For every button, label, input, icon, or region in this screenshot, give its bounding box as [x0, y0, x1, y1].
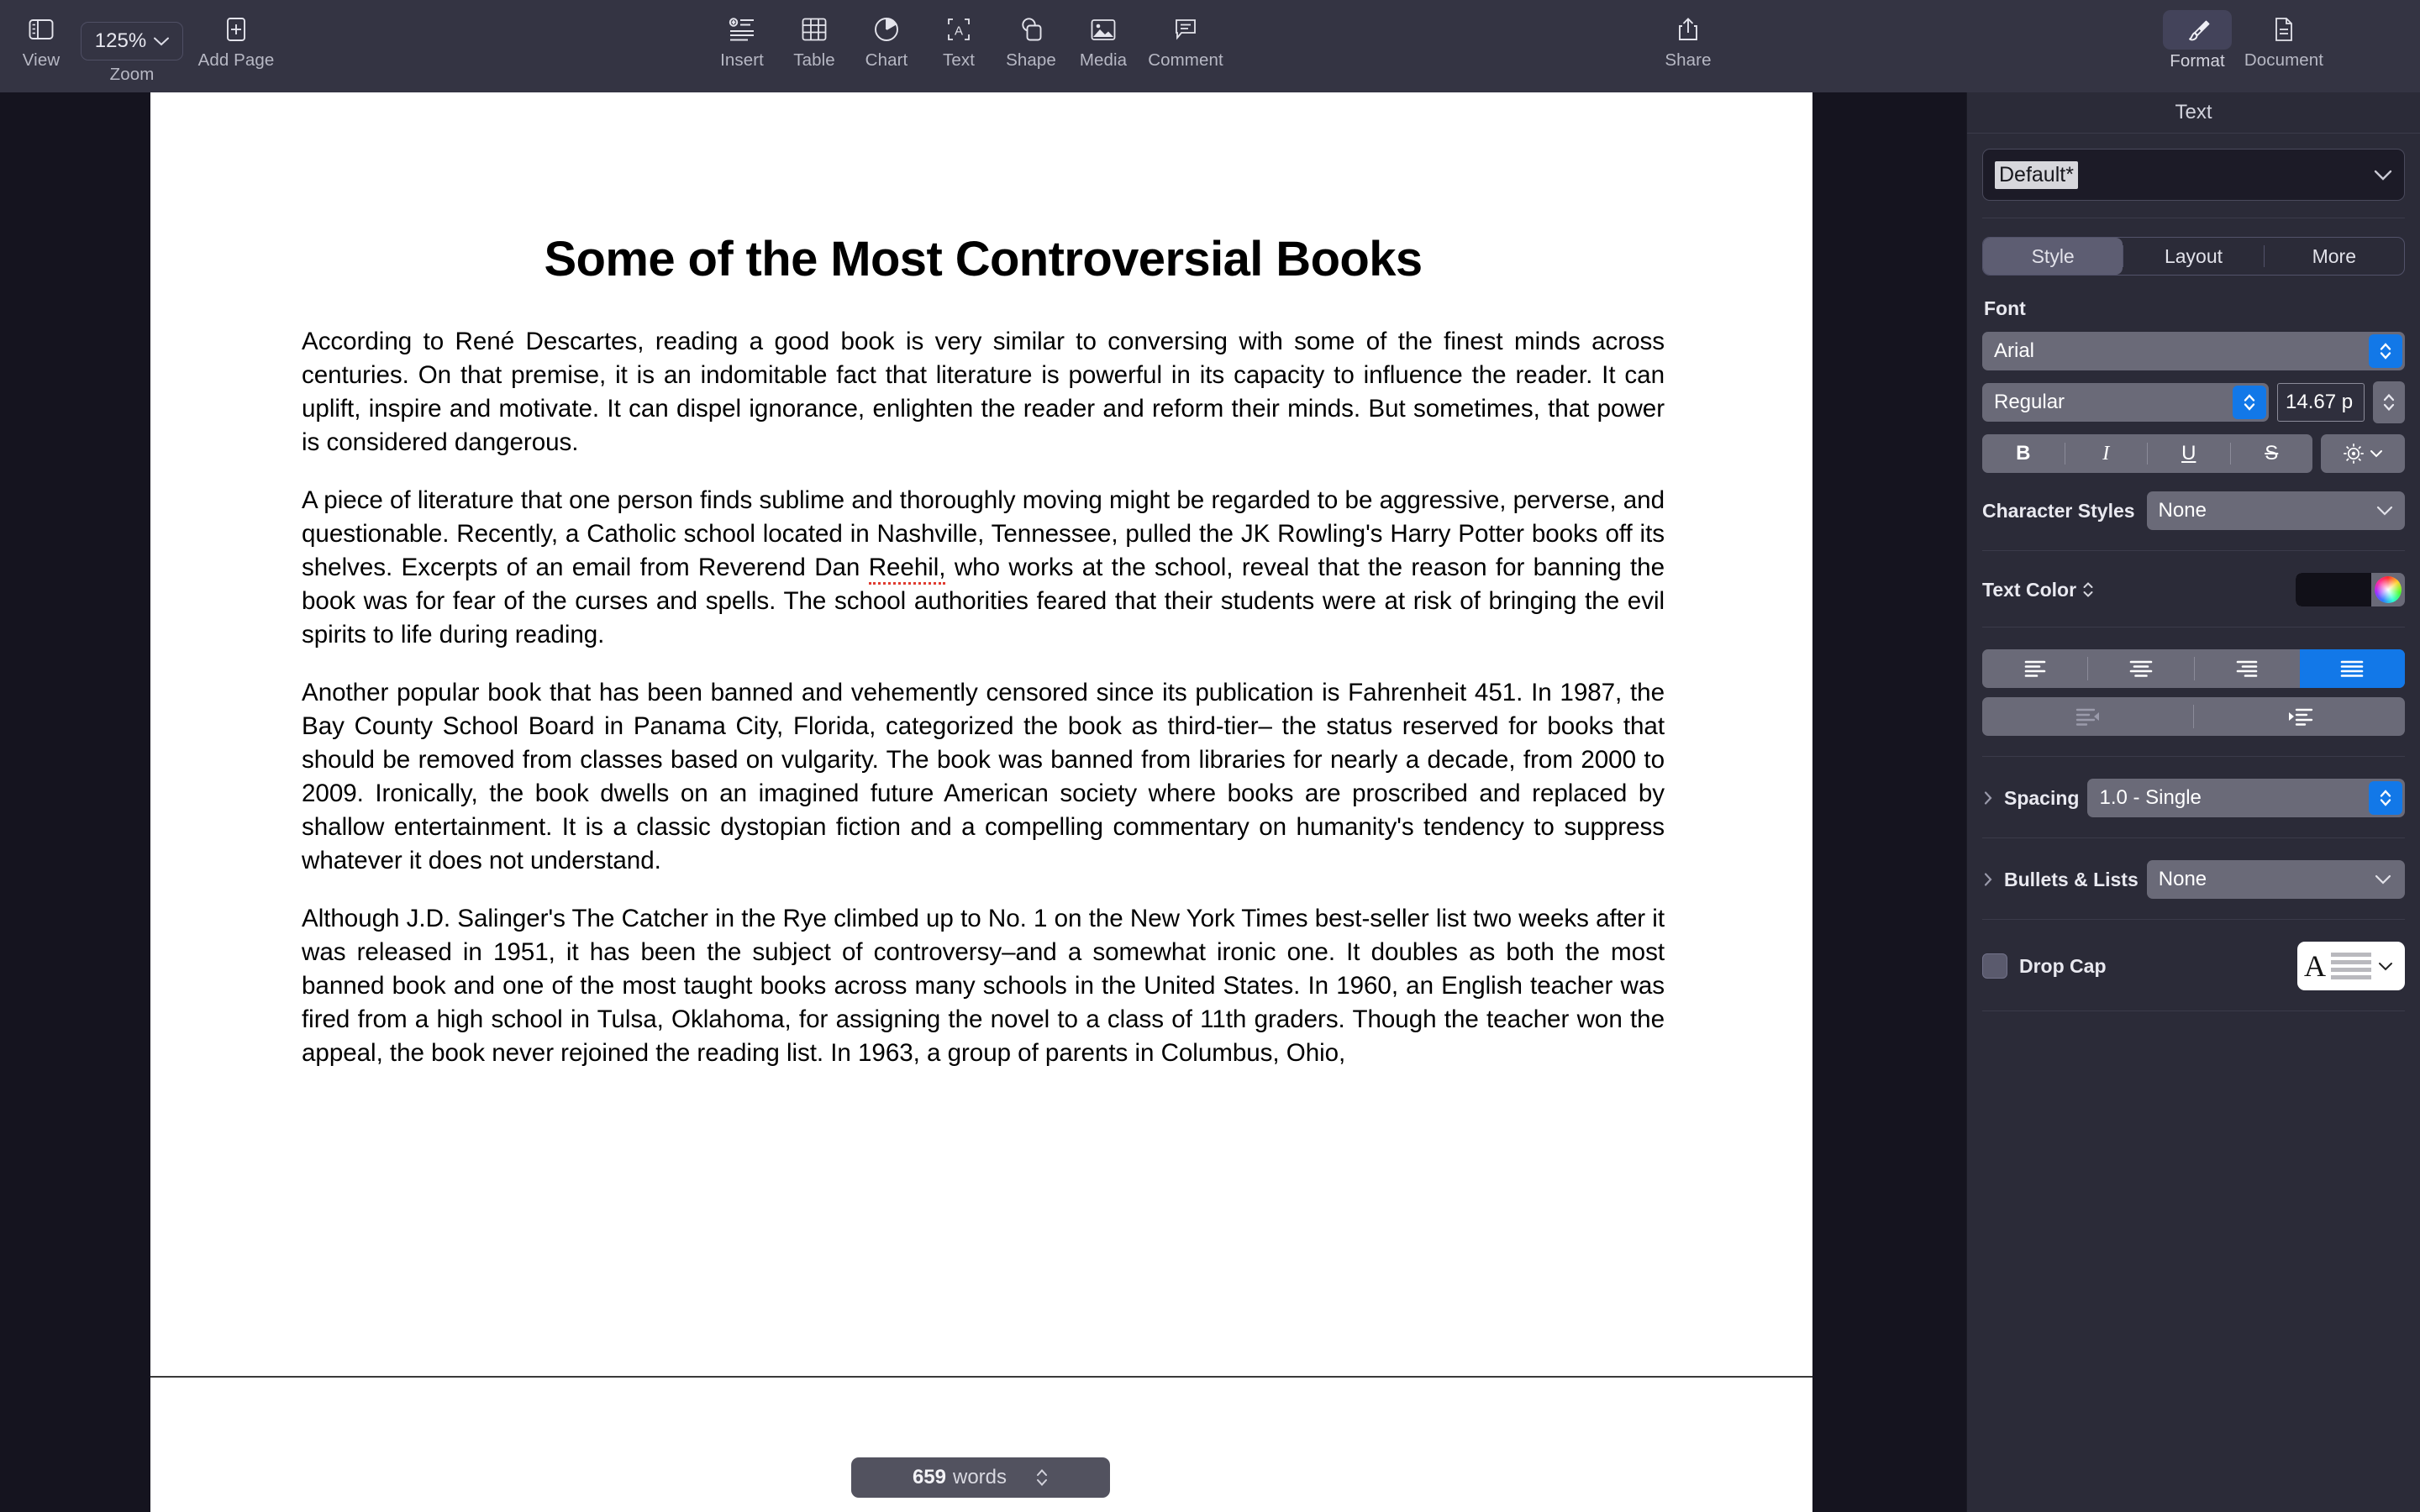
bullets-lists-row: [1982, 860, 2405, 899]
paintbrush-icon: [2163, 10, 2232, 50]
text-indent-group[interactable]: [1982, 697, 2405, 736]
character-styles-row: [1982, 491, 2405, 530]
bold-button[interactable]: B: [2016, 442, 2031, 465]
text-label: Text: [943, 50, 975, 70]
sidebar-title: Text: [2175, 101, 2212, 123]
share-upload-icon: [1665, 10, 1712, 49]
chevron-down-icon: [2376, 506, 2393, 516]
sidebar-toggle-icon: [18, 10, 65, 49]
font-family-row: [1982, 332, 2405, 370]
document-page[interactable]: [150, 92, 1812, 1512]
chevron-down-icon: [2374, 170, 2392, 181]
font-family-select[interactable]: [1982, 332, 2405, 370]
document-label: Document: [2244, 50, 2324, 70]
paragraph-3: Another popular book that has been banned and vehemently censored since its publication is Fahrenheit 451. In 1987, the Bay County School Board in Panama City, Florida, categorized the book as third-tier– the status reserved for books that should be removed from classes based on vulgarity. The book was banned from libraries for nearly a decade, from 2000 to 2009. Ironically, the book dwells on an imagined future American society where books are proscribed and replaced by shallow entertainment. It is a classic dystopian fiction and a compelling commentary on humanity's tendency to suppress whatever it does not understand.: [302, 679, 1665, 874]
underline-button[interactable]: U: [2181, 442, 2196, 465]
add-page-label: Add Page: [197, 50, 275, 70]
add-page-icon: [213, 10, 260, 49]
up-down-stepper-icon[interactable]: [1035, 1466, 1049, 1489]
decrease-indent-button[interactable]: [1982, 697, 2193, 736]
toolbar-right-group: [2161, 0, 2334, 71]
paragraph-2-head: A piece of literature that one person finds sublime and thoroughly moving might be regarded to be aggressive, perverse, and questionable. Recently, a Catholic school located in Nashville, Tennessee, pulled the JK Rowling's Harry Potter books off its shelves. Excerpts of an email from Reverend Dan: [302, 486, 1665, 581]
document-button[interactable]: [2233, 0, 2334, 71]
paragraph-2: [302, 484, 1665, 652]
app-toolbar: [0, 0, 2420, 92]
document-icon: [2260, 10, 2307, 49]
document-title: Some of the Most Controversial Books: [544, 232, 1423, 286]
font-effects-button[interactable]: [2321, 434, 2405, 473]
spacing-label: Spacing: [2004, 786, 2080, 809]
font-size-stepper[interactable]: [2373, 381, 2405, 423]
disclosure-triangle-icon[interactable]: [1982, 790, 1996, 806]
comment-icon: [1162, 10, 1209, 49]
toolbar-left-group: [0, 0, 286, 85]
drop-cap-lines: [2331, 953, 2371, 979]
spacing-value: 1.0 - Single: [2099, 786, 2202, 809]
paragraph-1: According to René Descartes, reading a good book is very similar to conversing with some of the finest minds across centuries. On that premise, it is an indomitable fact that literature is powerful in its capacity to influence the reader. It can uplift, inspire and motivate. It can dispel ignorance, enlighten the reader and reform their minds. But sometimes, that power is considered dangerous.: [302, 328, 1665, 456]
view-button[interactable]: [5, 0, 77, 71]
strikethrough-button[interactable]: S: [2265, 442, 2279, 465]
shape-icon: [1007, 10, 1055, 49]
character-styles-label: Character Styles: [1982, 499, 2135, 522]
gear-advanced-icon: [2343, 443, 2365, 465]
align-center-button[interactable]: [2088, 649, 2193, 688]
font-section-label: Font: [1984, 297, 2026, 319]
text-box-icon: [935, 10, 982, 49]
toolbar-center-group: [706, 0, 1232, 71]
svg-text:A: A: [954, 24, 964, 39]
font-weight-value: Regular: [1994, 391, 2065, 413]
paragraph-4: Although J.D. Salinger's The Catcher in the Rye climbed up to No. 1 on the New York Times best-seller list two weeks after it was released in 1951, it has been the subject of controversy–and a somewhat ironic one. It doubles as both the most banned book and one of the most taught books across many schools in the United States. In 1960, an English teacher was fired from a high school in Tulsa, Oklahoma, for assigning the novel to a class of 11th graders. Though the teacher won the appeal, the book never rejoined the reading list. In 1963, a group of parents in Columbus, Ohio,: [302, 905, 1665, 1067]
char-styles-divider: [1982, 550, 2405, 551]
increase-indent-button[interactable]: [2194, 697, 2405, 736]
word-count-number: 659: [912, 1466, 946, 1488]
spacing-row: [1982, 779, 2405, 817]
font-weight-select[interactable]: [1982, 383, 2269, 422]
zoom-label: Zoom: [109, 65, 155, 84]
color-wheel-icon[interactable]: [2375, 576, 2402, 603]
media-label: Media: [1079, 50, 1128, 70]
share-label: Share: [1665, 50, 1712, 70]
insert-label: Insert: [720, 50, 764, 70]
add-page-button[interactable]: [187, 0, 286, 71]
word-count-label: words: [953, 1466, 1007, 1488]
chevron-down-icon: [154, 37, 169, 46]
table-label: Table: [793, 50, 835, 70]
drop-cap-row: [1982, 942, 2405, 990]
text-color-row: [1982, 573, 2405, 606]
document-text-body[interactable]: [302, 231, 1665, 1095]
text-color-well[interactable]: [2296, 573, 2405, 606]
insert-icon: [718, 10, 765, 49]
bullets-divider: [1982, 919, 2405, 920]
word-count-pill[interactable]: [851, 1457, 1110, 1498]
disclosure-triangle-icon[interactable]: [1982, 871, 1996, 888]
media-button[interactable]: [1067, 0, 1139, 71]
document-canvas[interactable]: [0, 92, 1966, 1512]
text-button[interactable]: [923, 0, 995, 71]
bullets-lists-label: Bullets & Lists: [2004, 868, 2139, 890]
character-styles-select[interactable]: [2147, 491, 2405, 530]
italic-button[interactable]: I: [2102, 442, 2110, 465]
tab-more[interactable]: More: [2312, 244, 2357, 267]
insert-button[interactable]: [706, 0, 778, 71]
font-style-button-group[interactable]: [1982, 434, 2312, 473]
paragraph-style-dropdown[interactable]: [1982, 149, 2405, 201]
format-label: Format: [2170, 51, 2225, 71]
format-button[interactable]: [2161, 0, 2233, 71]
paragraph-2-tail: who works at the school, reveal that the reason for banning the book was for fear of the curses and spells. The school authorities feared that their students were at risk of bringing the evil spirits to life during reading.: [302, 554, 1665, 648]
table-button[interactable]: [778, 0, 850, 71]
zoom-dropdown[interactable]: [81, 22, 183, 60]
shape-button[interactable]: [995, 0, 1067, 71]
drop-cap-label: Drop Cap: [2019, 954, 2107, 977]
spacing-divider: [1982, 837, 2405, 838]
chart-label: Chart: [865, 50, 908, 70]
bullets-lists-value: None: [2158, 868, 2207, 890]
character-styles-value: None: [2158, 499, 2207, 522]
page-break-line: [150, 1376, 1812, 1378]
chevron-down-icon: [2370, 449, 2383, 458]
spacing-stepper-icon[interactable]: [2369, 781, 2402, 815]
text-color-swatch[interactable]: [2296, 573, 2371, 606]
text-alignment-group[interactable]: [1982, 649, 2405, 688]
misspelled-word[interactable]: Reehil,: [869, 554, 946, 585]
align-left-button[interactable]: [1982, 649, 2087, 688]
spacing-select[interactable]: [2087, 779, 2405, 817]
sort-toggle-icon[interactable]: [2082, 580, 2094, 600]
zoom-control[interactable]: [77, 0, 187, 85]
media-image-icon: [1080, 10, 1127, 49]
inspector-tabs[interactable]: [1982, 237, 2405, 276]
zoom-value: 125%: [94, 29, 147, 52]
drop-cap-letter: A: [2304, 949, 2326, 983]
chevron-down-icon: [2375, 874, 2391, 885]
paragraph-style-value: Default*: [1995, 161, 2078, 189]
alignment-divider: [1982, 756, 2405, 757]
tab-style[interactable]: Style: [1983, 238, 2123, 275]
bullets-lists-select[interactable]: [2147, 860, 2405, 899]
sidebar-title-divider: [1967, 133, 2420, 134]
font-family-value: Arial: [1994, 339, 2035, 362]
font-weight-row: [1982, 381, 2405, 423]
drop-cap-checkbox[interactable]: [1982, 953, 2007, 979]
format-inspector-sidebar: [1966, 92, 2420, 1512]
drop-cap-preview-icon[interactable]: [2297, 942, 2405, 990]
font-size-input[interactable]: 14.67 p: [2277, 383, 2365, 422]
font-family-stepper-icon[interactable]: [2369, 334, 2402, 368]
table-icon: [791, 10, 838, 49]
chart-pie-icon: [863, 10, 910, 49]
view-label: View: [22, 50, 60, 70]
tab-layout[interactable]: Layout: [2164, 244, 2223, 267]
chevron-down-icon: [2378, 962, 2393, 971]
toolbar-share-group: [1652, 0, 1724, 71]
comment-label: Comment: [1148, 50, 1223, 70]
shape-label: Shape: [1006, 50, 1056, 70]
font-style-buttons-row: [1982, 434, 2405, 473]
align-right-button[interactable]: [2195, 649, 2300, 688]
text-color-label: Text Color: [1982, 578, 2077, 601]
comment-button[interactable]: [1139, 0, 1232, 71]
chart-button[interactable]: [850, 0, 923, 71]
align-justify-button[interactable]: [2300, 649, 2405, 688]
font-weight-stepper-icon[interactable]: [2233, 386, 2266, 419]
share-button[interactable]: [1652, 0, 1724, 71]
